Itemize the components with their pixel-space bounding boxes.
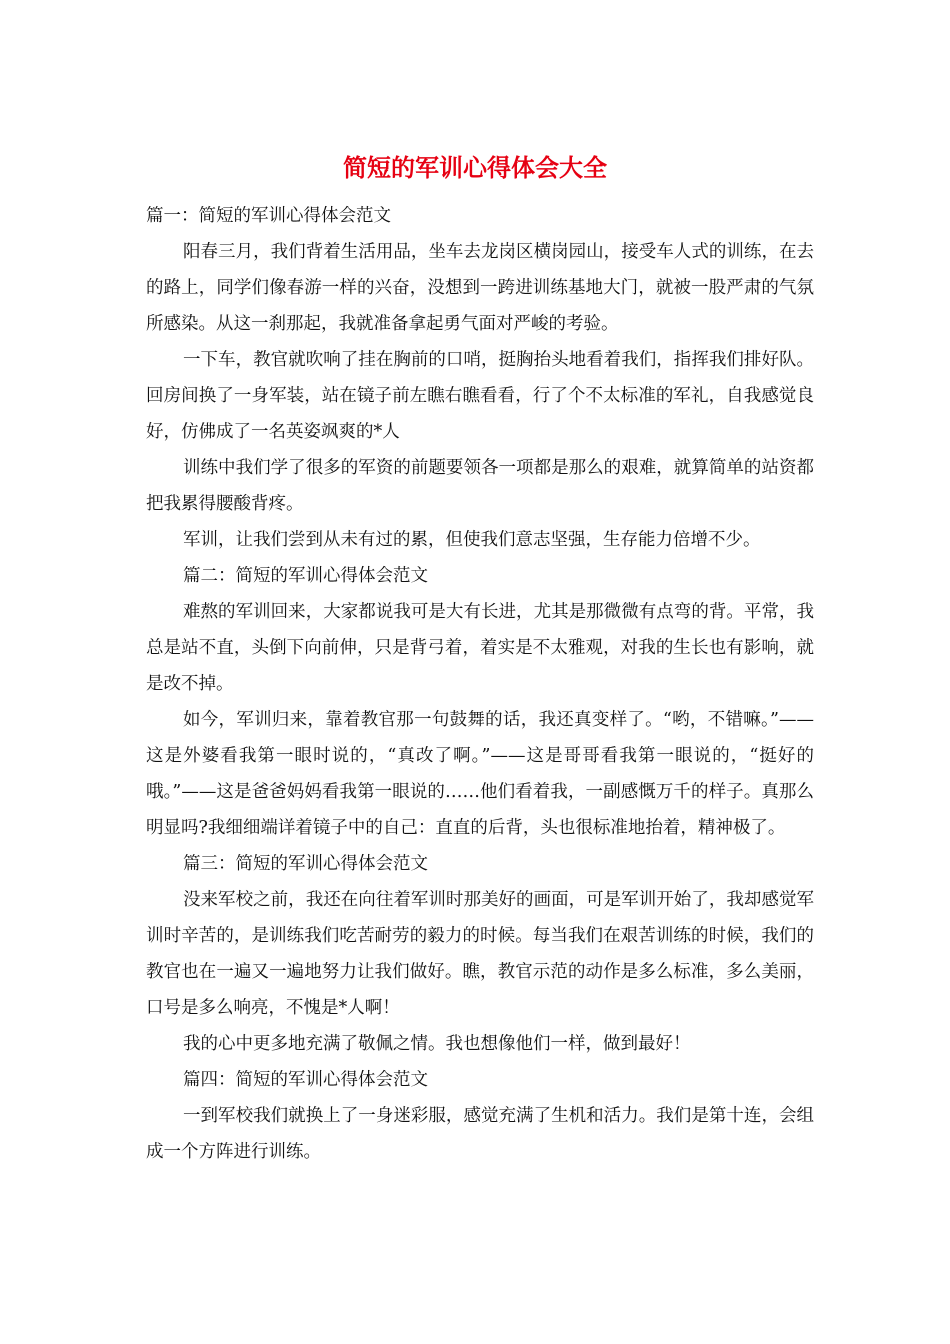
section-heading-2: 篇二：简短的军训心得体会范文 bbox=[183, 566, 428, 586]
paragraph: 一下车，教官就吹响了挂在胸前的口哨，挺胸抬头地看着我们，指挥我们排好队。回房间换了一身军装，站在镜子前左瞧右瞧看看，行了个不太标准的军礼，自我感觉良好，仿佛成了一名英姿飒爽的*人 bbox=[146, 350, 814, 442]
paragraph: 一到军校我们就换上了一身迷彩服，感觉充满了生机和活力。我们是第十连，会组成一个方阵进行训练。 bbox=[146, 1106, 814, 1162]
document-title: 简短的军训心得体会大全 bbox=[343, 153, 607, 182]
section-heading-4: 篇四：简短的军训心得体会范文 bbox=[183, 1070, 428, 1090]
section-heading-3: 篇三：简短的军训心得体会范文 bbox=[183, 854, 428, 874]
paragraph: 阳春三月，我们背着生活用品，坐车去龙岗区横岗园山，接受车人式的训练，在去的路上，同学们像春游一样的兴奋，没想到一跨进训练基地大门，就被一股严肃的气氛所感染。从这一刹那起，我就准备拿起勇气面对严峻的考验。 bbox=[146, 242, 814, 334]
section-heading-1: 篇一：简短的军训心得体会范文 bbox=[146, 206, 391, 226]
paragraph: 如今，军训归来，靠着教官那一句鼓舞的话，我还真变样了。“哟，不错嘛。”——这是外婆看我第一眼时说的，“真改了啊。”——这是哥哥看我第一眼说的，“挺好的哦。”——这是爸爸妈妈看我第一眼说的……他们看着我，一副感慨万千的样子。真那么明显吗?我细细端详着镜子中的自己：直直的后背，头也很标准地抬着，精神极了。 bbox=[146, 710, 814, 838]
paragraph: 军训，让我们尝到从未有过的累，但使我们意志坚强，生存能力倍增不少。 bbox=[183, 530, 761, 550]
paragraph: 难熬的军训回来，大家都说我可是大有长进，尤其是那微微有点弯的背。平常，我总是站不直，头倒下向前伸，只是背弓着，着实是不太雅观，对我的生长也有影响，就是改不掉。 bbox=[146, 602, 814, 694]
paragraph: 我的心中更多地充满了敬佩之情。我也想像他们一样，做到最好！ bbox=[183, 1034, 691, 1054]
paragraph: 训练中我们学了很多的军资的前题要领各一项都是那么的艰难，就算简单的站资都把我累得腰酸背疼。 bbox=[146, 458, 814, 514]
document-body bbox=[146, 198, 814, 1170]
paragraph: 没来军校之前，我还在向往着军训时那美好的画面，可是军训开始了，我却感觉军训时辛苦的，是训练我们吃苦耐劳的毅力的时候。每当我们在艰苦训练的时候，我们的教官也在一遍又一遍地努力让我们做好。瞧，教官示范的动作是多么标准，多么美丽，口号是多么响亮，不愧是*人啊！ bbox=[146, 890, 814, 1018]
